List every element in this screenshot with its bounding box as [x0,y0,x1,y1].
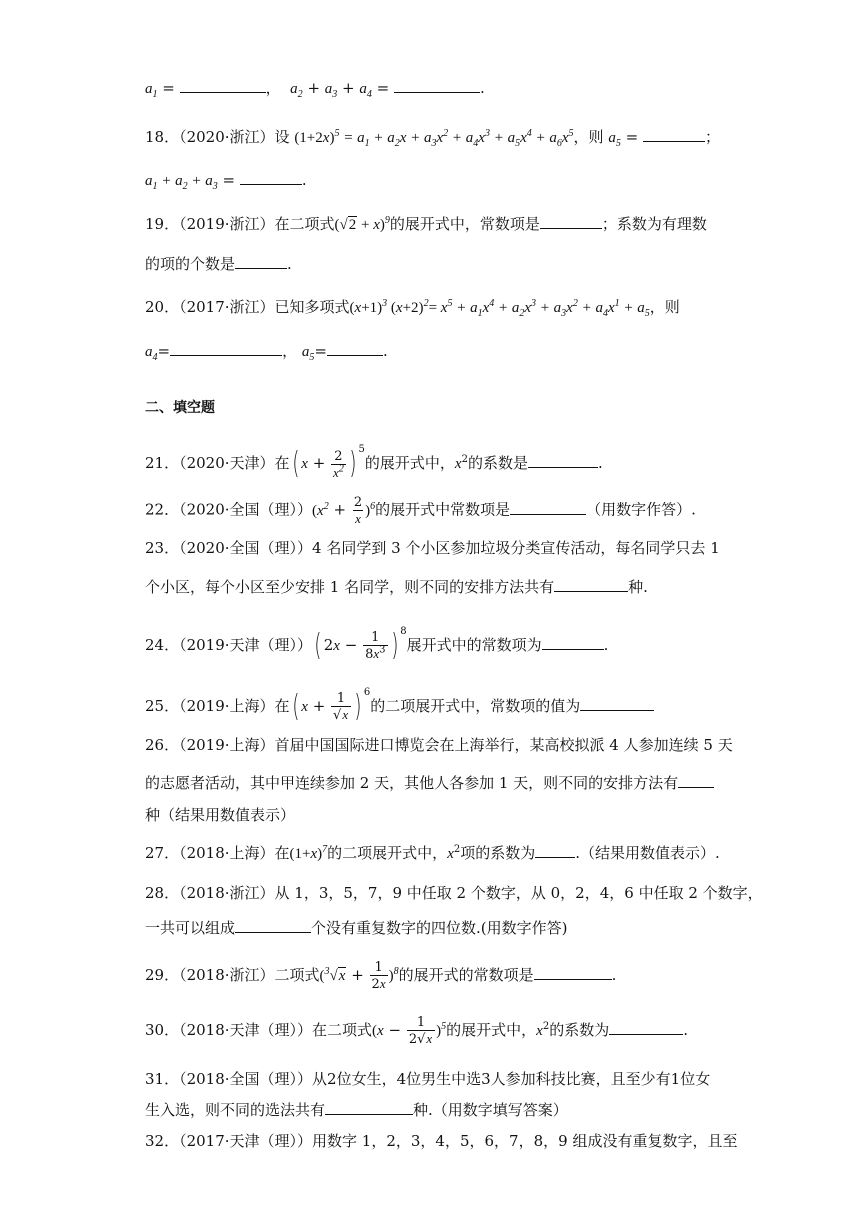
question-23-cont: 个小区，每个小区至少安排 1 名同学，则不同的安排方法共有 种. [145,578,648,596]
question-20: 20．（2017·浙江）已知多项式$(x+1)^3$ $(x+2)^2= x^5 + a_1x^4 + a_2x^3 + a_3x^2 + a_4x^1 + a_5$，则 [145,298,680,319]
question-27: 27．（2018·上海）在$(1+x)^7$的二项展开式中，$x^2$项的系数为 .（结果用数值表示）. [145,844,720,862]
question-24: 24．（2019·天津（理））( 2x − $\frac{1}{8x^3}$ ) $^8$展开式中的常数项为 . [145,626,609,663]
question-23: 23．（2020·全国（理））4 名同学到 3 个小区参加垃圾分类宣传活动，每名同学只去 1 [145,539,720,557]
question-28-cont: 一共可以组成 个没有重复数字的四位数.(用数字作答) [145,919,568,937]
answer-blank[interactable] [170,341,282,356]
question-19: 19．（2019·浙江）在二项式$(√2 + x)^9$的展开式中，常数项是 ；系数为有理数 [145,215,707,233]
answer-blank[interactable] [240,170,302,185]
question-18: 18．（2020·浙江）设 $(1+2x)^5 = a_1 + a_2x + a_3x^2 + a_4x^3 + a_5x^4 + a_6x^5$，则 $a_5$ = ； [145,128,720,149]
question-32: 32．（2017·天津（理））用数字 1，2，3，4，5，6，7，8，9 组成没有重复数字，且至 [145,1132,738,1150]
section-heading: 二、填空题 [145,399,215,415]
answer-blank[interactable] [535,843,575,858]
answer-blank[interactable] [528,453,598,468]
question-21: 21．（2020·天津）在( x + $\frac{2}{x^2}$ ) $^5$的展开式中，$x^2$的系数是 . [145,444,603,481]
answer-blank[interactable] [325,1100,413,1115]
answer-blank[interactable] [554,577,628,592]
answer-blank[interactable] [394,78,480,93]
q17-answer-line: $a_1$ = ， $a_2 + a_3 + a_4$ = . [145,79,485,100]
question-25: 25．（2019·上海）在( x + $\frac{1}{√x}$ ) $^6$的二项展开式中，常数项的值为 [145,683,654,723]
answer-blank[interactable] [235,918,311,933]
question-20-cont: $a_4=$ ， $a_5=$ . [145,342,388,363]
answer-blank[interactable] [580,696,654,711]
question-28: 28．（2018·浙江）从 1，3，5，7，9 中任取 2 个数字，从 0，2，4，6 中任取 2 个数字， [145,884,763,902]
answer-blank[interactable] [235,254,287,269]
answer-blank[interactable] [510,500,586,515]
answer-blank[interactable] [609,1020,683,1035]
answer-blank[interactable] [327,341,383,356]
question-19-cont: 的项的个数是 . [145,255,292,273]
question-29: 29．（2018·浙江）二项式($^3$√x + $\frac{1}{2x}$ )$^8$的展开式的常数项是 . [145,960,617,992]
answer-blank[interactable] [180,78,266,93]
answer-blank[interactable] [534,965,612,980]
question-26: 26．（2019·上海）首届中国国际进口博览会在上海举行，某高校拟派 4 人参加连续 5 天 [145,736,733,754]
question-30: 30．（2018·天津（理））在二项式(x − $\frac{1}{2√x}$ )$^5$的展开式中，$x^2$的系数为 . [145,1015,689,1047]
question-26-cont2: 种（结果用数值表示） [145,806,296,824]
answer-blank[interactable] [542,635,604,650]
answer-blank[interactable] [643,127,705,142]
question-31-cont: 生入选，则不同的选法共有 种.（用数字填写答案） [145,1101,568,1119]
question-31: 31．（2018·全国（理））从2位女生，4位男生中选3人参加科技比赛，且至少有1位女 [145,1070,711,1088]
question-18-cont: $a_1 + a_2 + a_3$ = . [145,171,307,192]
question-22: 22．（2020·全国（理））($x^2$ + $\frac{2}{x}$ )$^6$的展开式中常数项是 （用数字作答）. [145,495,696,526]
question-26-cont: 的志愿者活动，其中甲连续参加 2 天，其他人各参加 1 天，则不同的安排方法有 [145,773,714,793]
answer-blank[interactable] [678,773,714,788]
answer-blank[interactable] [540,214,602,229]
